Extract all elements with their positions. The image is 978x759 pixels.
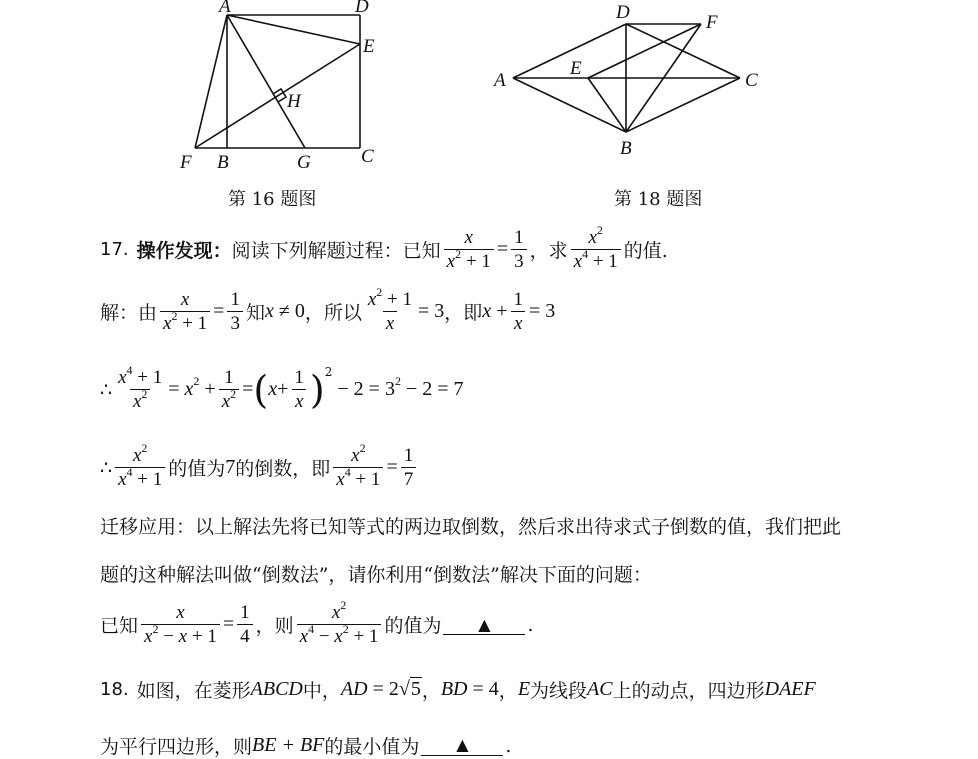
label-A: A [494,70,506,91]
q18-text6: 上的动点，四边形 [612,680,765,702]
frac-x-over-x2p1: $\frac{x}{x^2 + 1}$ [160,290,210,334]
label-C: C [745,70,758,91]
q18-statement-2 [100,732,511,759]
q17-given: 已知 [100,615,139,638]
q18-ad-eq: AD = 2√5 [340,678,421,700]
q18-e: E [517,678,531,700]
q18-text4: ， [498,680,518,702]
seg-AF [195,15,227,148]
q17-line4-text: 的值为 [168,458,226,481]
q17-statement: 17. 操作发现： 阅读下列解题过程：已知 $\frac{x}{x^2 + 1}$ = $\frac{1}{3}$ ，求 $\frac{x^2}{x^4 + 1}$ 的值. [100,223,668,272]
label-H: H [287,91,301,112]
frac-one-fourth: $\frac{1}{4}$ [237,603,253,647]
q17-number: 17. [100,239,129,261]
label-D: D [355,0,369,17]
label-B: B [620,138,632,159]
label-G: G [297,152,311,173]
q18-answer-blank[interactable]: ▲ [421,735,503,755]
frac-one-third: $\frac{1}{3}$ [227,290,243,334]
frac-one-over-x: $\frac{1}{x}$ [510,290,526,334]
caption-fig16: 第 16 题图 [228,189,317,210]
frac-x2p1-over-x: $\frac{x^2 + 1}{x}$ [367,285,413,334]
frac-x2-over-x4p1: $\frac{x^2}{x^4 + 1}$ [571,228,621,272]
therefore-symbol: ∴ [100,456,113,479]
q17-intro-end: 的值. [623,240,668,263]
caption-fig18: 第 18 题图 [614,189,703,210]
frac-x2-over-x4p1: $\frac{x^2}{x^4 + 1}$ [333,446,383,490]
q17-answer-blank[interactable]: ▲ [443,615,525,635]
seg-FE [195,44,360,148]
q18-text1: 如图，在菱形 [136,680,251,702]
label-F: F [706,12,718,33]
label-E: E [570,58,582,79]
label-F: F [180,152,192,173]
q17-migrate-2: 题的这种解法叫做“倒数法”，请你利用“倒数法”解决下面的问题： [100,564,652,586]
label-B: B [217,152,229,173]
q17-end: . [527,613,534,636]
q17-value-is: 的值为 [384,615,442,638]
frac-x-over-x2mxp1: $\frac{x}{x^2 - x + 1}$ [141,603,220,647]
q18-end: . [505,734,512,757]
label-D: D [616,2,630,23]
seg-AG [227,15,305,148]
label-E: E [363,36,375,57]
q17-intro-mid: ，求 [529,240,568,263]
frac-one-over-x: $\frac{1}{x}$ [291,368,307,412]
seg-BE [588,78,626,132]
figure-18 [488,0,778,160]
q17-intro: 阅读下列解题过程：已知 [231,240,441,263]
q18-text3: ， [421,680,441,702]
q18-number: 18. [100,679,129,700]
q18-text5: 为线段 [530,680,588,702]
q17-then: ，则 [255,615,294,638]
q18-abcd: ABCD [250,678,303,700]
q18-bd-eq: BD = 4 [440,678,499,700]
q17-solution-line1: 解：由 $\frac{x}{x^2 + 1}$ = $\frac{1}{3}$ 知 x ≠ 0 ，所以 $\frac{x^2 + 1}{x}$ = 3 ，即 x + $\frac{1}{x}$ = 3 [100,285,556,334]
q17-sol-know: 知 [245,302,265,325]
q18-text8: 的最小值为 [324,736,420,758]
q17-sol-prefix: 解：由 [100,302,158,325]
label-A: A [219,0,231,17]
q17-title: 操作发现： [136,240,232,263]
frac-one-over-x2: $\frac{1}{x^2}$ [219,368,239,412]
seg-BA [513,78,626,132]
frac-one-seventh: $\frac{1}{7}$ [401,446,417,490]
q18-daef: DAEF [764,678,816,700]
q18-statement-1 [100,676,816,703]
frac-one-third: $\frac{1}{3}$ [511,228,527,272]
q17-line4-seven: 7 [225,456,236,479]
q18-text2: 中， [302,680,341,702]
q17-migrate-1: 迁移应用：以上解法先将已知等式的两边取倒数，然后求出待求式子倒数的值，我们把此 [100,516,842,538]
seg-AE [227,15,360,44]
q18-bebf: BE + BF [252,734,325,756]
q17-question: 已知 $\frac{x}{x^2 - x + 1}$ = $\frac{1}{4}$ ，则 $\frac{x^2}{x^4 - x^2 + 1}$ 的值为 ▲ . [100,598,534,647]
q17-solution-line3: ∴ $\frac{x^2}{x^4 + 1}$ 的值为 7 的倒数，即 $\frac{x^2}{x^4 + 1}$ = $\frac{1}{7}$ [100,446,419,490]
frac-x4p1-over-x2: $\frac{x^4 + 1}{x^2}$ [118,363,163,412]
q17-sol-therefore: ，所以 [304,302,362,325]
frac-x-over-x2p1: $\frac{x}{x^2 + 1}$ [444,228,494,272]
figure-16 [175,0,390,175]
frac-x2-over-x4p1: $\frac{x^2}{x^4 + 1}$ [115,446,165,490]
q18-ac: AC [587,678,613,700]
therefore-symbol: ∴ [100,378,113,401]
q18-text7: 为平行四边形，则 [100,736,253,758]
label-C: C [361,146,374,167]
frac-x2-over-x4mx2p1: $\frac{x^2}{x^4 - x^2 + 1}$ [297,603,382,647]
q17-line4-recip: 的倒数，即 [235,458,331,481]
q17-solution-line2: ∴ $\frac{x^4 + 1}{x^2}$ = $x^2$ + $\frac{1}{x^2}$ = ( x + $\frac{1}{x}$ ) $^2$ − $2 = 3^2 - 2 = 7$ [100,363,464,412]
q17-sol-ie: ，即 [444,302,483,325]
seg-CB [626,78,740,132]
